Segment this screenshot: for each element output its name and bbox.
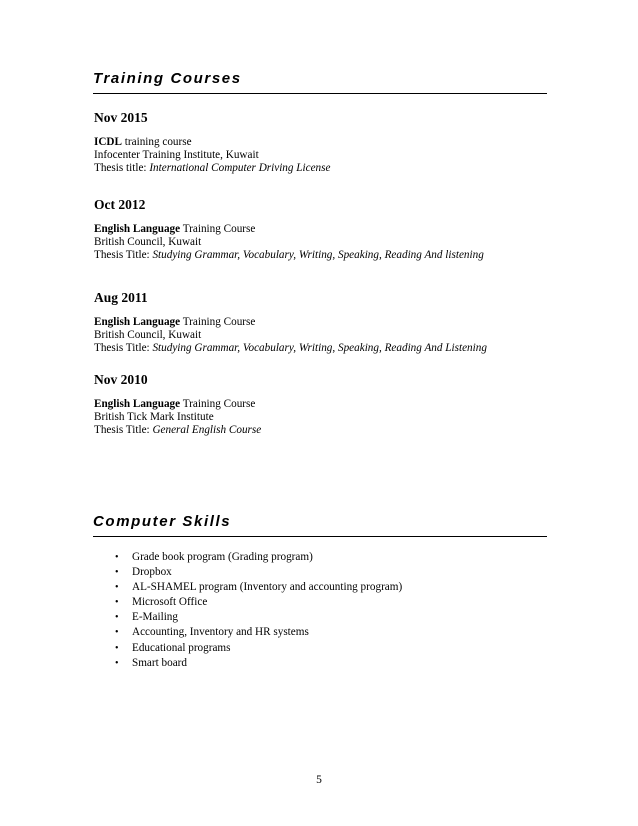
skill-item	[94, 595, 402, 610]
computer-skills-heading: Computer Skills	[93, 513, 232, 530]
computer-skills-rule	[93, 536, 547, 537]
entry-thesis	[94, 249, 554, 262]
course-name: ICDL	[94, 136, 122, 148]
entry-institute: Infocenter Training Institute, Kuwait	[94, 148, 259, 161]
skill-text: AL-SHAMEL program (Inventory and accounting program)	[132, 581, 403, 594]
bullet-icon: •	[115, 657, 119, 669]
entry-date: Nov 2015	[94, 110, 148, 125]
page-number: 5	[316, 774, 322, 786]
course-name: English Language	[94, 398, 181, 410]
training-entry-1	[94, 110, 554, 174]
training-courses-heading: Training Courses	[93, 70, 242, 87]
training-entry-3	[94, 290, 554, 354]
entry-course	[94, 316, 554, 329]
entry-institute: British Council, Kuwait	[94, 328, 202, 341]
bullet-icon: •	[115, 552, 119, 563]
thesis-value: International Computer Driving License	[149, 161, 331, 174]
bullet-icon: •	[115, 597, 119, 609]
course-type: Training Course	[180, 398, 256, 410]
training-courses-rule	[93, 93, 547, 94]
skills-list	[94, 550, 402, 671]
skill-item	[94, 641, 402, 656]
entry-date: Aug 2011	[94, 290, 148, 305]
entry-course	[94, 223, 554, 236]
course-type: Training Course	[180, 223, 256, 235]
entry-thesis	[94, 342, 554, 355]
course-type: training course	[121, 136, 192, 148]
skill-text: Grade book program (Grading program)	[132, 551, 313, 563]
skill-item	[94, 656, 402, 671]
entry-date: Oct 2012	[94, 197, 146, 212]
thesis-value: Studying Grammar, Vocabulary, Writing, Speaking, Reading And listening	[152, 248, 484, 261]
thesis-label: Thesis title:	[94, 161, 150, 174]
bullet-icon: •	[115, 612, 119, 624]
skill-text: E-Mailing	[132, 611, 178, 624]
training-entry-4	[94, 372, 554, 436]
skill-item	[94, 565, 402, 580]
entry-institute: British Tick Mark Institute	[94, 410, 214, 423]
entry-institute: British Council, Kuwait	[94, 235, 202, 248]
entry-course	[94, 398, 554, 411]
course-type: Training Course	[180, 316, 256, 328]
thesis-label: Thesis Title:	[94, 248, 153, 261]
skill-text: Smart board	[132, 656, 187, 669]
skill-text: Accounting, Inventory and HR systems	[132, 626, 309, 639]
entry-course	[94, 136, 554, 149]
bullet-icon: •	[115, 582, 119, 594]
skill-item	[94, 610, 402, 625]
skill-item	[94, 550, 402, 565]
entry-thesis	[94, 424, 554, 437]
bullet-icon: •	[115, 642, 119, 654]
course-name: English Language	[94, 316, 181, 328]
thesis-label: Thesis Title:	[94, 423, 153, 436]
bullet-icon: •	[115, 567, 119, 579]
course-name: English Language	[94, 223, 181, 235]
skill-item	[94, 580, 402, 595]
skill-text: Educational programs	[132, 641, 231, 654]
bullet-icon: •	[115, 627, 119, 639]
training-entry-2	[94, 197, 554, 261]
thesis-value: General English Course	[152, 423, 262, 436]
thesis-label: Thesis Title:	[94, 341, 153, 354]
skill-text: Microsoft Office	[132, 596, 208, 609]
skill-item	[94, 625, 402, 640]
thesis-value: Studying Grammar, Vocabulary, Writing, Speaking, Reading And Listening	[152, 341, 487, 354]
skill-text: Dropbox	[132, 566, 172, 579]
entry-date: Nov 2010	[94, 372, 148, 387]
entry-thesis	[94, 162, 554, 175]
